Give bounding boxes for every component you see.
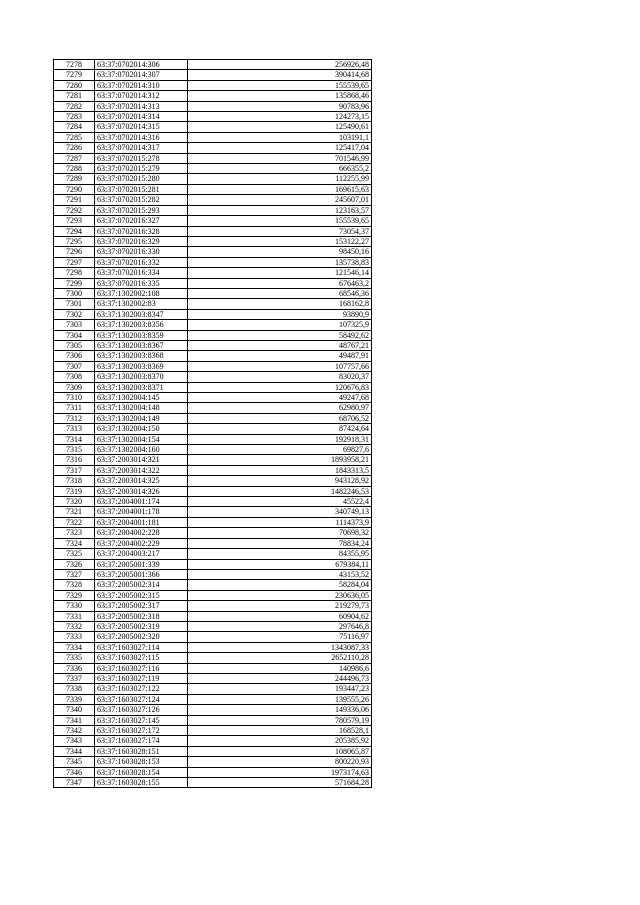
row-number: 7327 — [54, 569, 95, 579]
table-row — [54, 559, 372, 569]
table-row — [54, 268, 372, 278]
row-number: 7330 — [54, 601, 95, 611]
cadastral-value: 98450,16 — [188, 247, 372, 257]
cadastral-number: 63:37:2004002:229 — [95, 538, 188, 548]
cadastral-value: 168528,1 — [188, 726, 372, 736]
cadastral-value: 155539,65 — [188, 80, 372, 90]
table-row — [54, 351, 372, 361]
row-number: 7314 — [54, 434, 95, 444]
cadastral-value: 155539,65 — [188, 216, 372, 226]
table-row — [54, 653, 372, 663]
table-row — [54, 642, 372, 652]
table-row — [54, 143, 372, 153]
cadastral-number: 63:37:1302004:148 — [95, 403, 188, 413]
cadastral-value: 139555,26 — [188, 694, 372, 704]
table-row — [54, 361, 372, 371]
row-number: 7345 — [54, 757, 95, 767]
table-row — [54, 590, 372, 600]
row-number: 7337 — [54, 673, 95, 683]
cadastral-value: 123163,57 — [188, 205, 372, 215]
table-row — [54, 569, 372, 579]
cadastral-number: 63:37:1302004:149 — [95, 413, 188, 423]
cadastral-number: 63:37:2003014:325 — [95, 476, 188, 486]
cadastral-number: 63:37:1302004:150 — [95, 424, 188, 434]
row-number: 7288 — [54, 164, 95, 174]
table-body — [54, 60, 372, 788]
cadastral-number: 63:37:0702014:307 — [95, 70, 188, 80]
cadastral-number: 63:37:2005002:318 — [95, 611, 188, 621]
cadastral-number: 63:37:0702015:278 — [95, 153, 188, 163]
cadastral-value: 121546,14 — [188, 268, 372, 278]
row-number: 7320 — [54, 497, 95, 507]
table-row — [54, 372, 372, 382]
row-number: 7303 — [54, 320, 95, 330]
cadastral-value: 256926,48 — [188, 60, 372, 70]
cadastral-value: 73054,37 — [188, 226, 372, 236]
cadastral-number: 63:37:0702014:314 — [95, 112, 188, 122]
cadastral-value: 60904,62 — [188, 611, 372, 621]
cadastral-number: 63:37:1603028:153 — [95, 757, 188, 767]
cadastral-number: 63:37:1302003:8359 — [95, 330, 188, 340]
cadastral-number: 63:37:1302003:8368 — [95, 351, 188, 361]
table-row — [54, 517, 372, 527]
table-row — [54, 767, 372, 777]
cadastral-value: 340749,13 — [188, 507, 372, 517]
table-row — [54, 205, 372, 215]
table-row — [54, 309, 372, 319]
cadastral-number: 63:37:1302004:154 — [95, 434, 188, 444]
table-row — [54, 122, 372, 132]
cadastral-value: 1114373,9 — [188, 517, 372, 527]
cadastral-number: 63:37:0702014:317 — [95, 143, 188, 153]
table-row — [54, 632, 372, 642]
cadastral-number: 63:37:2005002:315 — [95, 590, 188, 600]
cadastral-value: 800220,93 — [188, 757, 372, 767]
row-number: 7290 — [54, 184, 95, 194]
row-number: 7285 — [54, 132, 95, 142]
cadastral-value: 125417,04 — [188, 143, 372, 153]
cadastral-number: 63:37:0702016:328 — [95, 226, 188, 236]
cadastral-value: 112255,99 — [188, 174, 372, 184]
cadastral-number: 63:37:0702016:329 — [95, 236, 188, 246]
cadastral-number: 63:37:0702016:327 — [95, 216, 188, 226]
row-number: 7298 — [54, 268, 95, 278]
row-number: 7310 — [54, 393, 95, 403]
cadastral-value: 1482246,53 — [188, 486, 372, 496]
row-number: 7322 — [54, 517, 95, 527]
cadastral-number: 63:37:2003014:321 — [95, 455, 188, 465]
row-number: 7305 — [54, 340, 95, 350]
cadastral-value: 45522,4 — [188, 497, 372, 507]
cadastral-value: 103191,1 — [188, 132, 372, 142]
table-row — [54, 247, 372, 257]
cadastral-value: 153122,27 — [188, 236, 372, 246]
cadastral-value: 49247,68 — [188, 393, 372, 403]
cadastral-number: 63:37:2004002:228 — [95, 528, 188, 538]
table-row — [54, 445, 372, 455]
cadastral-value-table — [53, 59, 372, 788]
cadastral-value: 701546,99 — [188, 153, 372, 163]
cadastral-number: 63:37:0702016:332 — [95, 257, 188, 267]
cadastral-value: 70698,32 — [188, 528, 372, 538]
row-number: 7333 — [54, 632, 95, 642]
cadastral-value: 1893958,21 — [188, 455, 372, 465]
cadastral-number: 63:37:1603027:119 — [95, 673, 188, 683]
row-number: 7300 — [54, 288, 95, 298]
row-number: 7293 — [54, 216, 95, 226]
row-number: 7343 — [54, 736, 95, 746]
table-row — [54, 330, 372, 340]
cadastral-value: 75116,97 — [188, 632, 372, 642]
cadastral-value: 2652110,28 — [188, 653, 372, 663]
row-number: 7291 — [54, 195, 95, 205]
cadastral-value: 90783,96 — [188, 101, 372, 111]
table-row — [54, 736, 372, 746]
cadastral-value: 78834,24 — [188, 538, 372, 548]
row-number: 7318 — [54, 476, 95, 486]
table-row — [54, 382, 372, 392]
row-number: 7279 — [54, 70, 95, 80]
cadastral-number: 63:37:1302004:160 — [95, 445, 188, 455]
table-row — [54, 257, 372, 267]
row-number: 7325 — [54, 549, 95, 559]
cadastral-number: 63:37:0702016:335 — [95, 278, 188, 288]
cadastral-number: 63:37:2003014:326 — [95, 486, 188, 496]
row-number: 7304 — [54, 330, 95, 340]
table-row — [54, 320, 372, 330]
table-row — [54, 528, 372, 538]
row-number: 7282 — [54, 101, 95, 111]
table-row — [54, 288, 372, 298]
row-number: 7335 — [54, 653, 95, 663]
table-row — [54, 538, 372, 548]
cadastral-number: 63:37:0702015:293 — [95, 205, 188, 215]
cadastral-value: 244496,73 — [188, 673, 372, 683]
cadastral-number: 63:37:1302004:145 — [95, 393, 188, 403]
row-number: 7278 — [54, 60, 95, 70]
row-number: 7336 — [54, 663, 95, 673]
table-row — [54, 80, 372, 90]
row-number: 7316 — [54, 455, 95, 465]
table-row — [54, 91, 372, 101]
cadastral-number: 63:37:2005002:319 — [95, 621, 188, 631]
cadastral-number: 63:37:1302002:108 — [95, 288, 188, 298]
cadastral-value: 140986,6 — [188, 663, 372, 673]
cadastral-value: 205385,92 — [188, 736, 372, 746]
table-row — [54, 195, 372, 205]
cadastral-number: 63:37:1302003:8367 — [95, 340, 188, 350]
cadastral-value: 84355,95 — [188, 549, 372, 559]
cadastral-value: 1973174,63 — [188, 767, 372, 777]
cadastral-value: 68546,36 — [188, 288, 372, 298]
table-row — [54, 621, 372, 631]
cadastral-number: 63:37:1603027:174 — [95, 736, 188, 746]
table-row — [54, 455, 372, 465]
table-row — [54, 580, 372, 590]
cadastral-value: 943128,92 — [188, 476, 372, 486]
cadastral-value: 107325,9 — [188, 320, 372, 330]
table-row — [54, 174, 372, 184]
cadastral-number: 63:37:0702014:312 — [95, 91, 188, 101]
cadastral-number: 63:37:1603028:151 — [95, 746, 188, 756]
row-number: 7306 — [54, 351, 95, 361]
cadastral-number: 63:37:0702016:330 — [95, 247, 188, 257]
cadastral-value: 149336,06 — [188, 705, 372, 715]
cadastral-value: 780579,19 — [188, 715, 372, 725]
cadastral-value: 666355,2 — [188, 164, 372, 174]
cadastral-number: 63:37:1603027:172 — [95, 726, 188, 736]
row-number: 7341 — [54, 715, 95, 725]
cadastral-value: 107757,66 — [188, 361, 372, 371]
row-number: 7307 — [54, 361, 95, 371]
cadastral-value: 1843313,5 — [188, 465, 372, 475]
row-number: 7317 — [54, 465, 95, 475]
table-row — [54, 663, 372, 673]
row-number: 7296 — [54, 247, 95, 257]
cadastral-value: 230636,05 — [188, 590, 372, 600]
table-row — [54, 70, 372, 80]
cadastral-value: 69827,6 — [188, 445, 372, 455]
row-number: 7297 — [54, 257, 95, 267]
cadastral-value: 192918,31 — [188, 434, 372, 444]
cadastral-number: 63:37:1603028:155 — [95, 778, 188, 788]
cadastral-value: 108065,87 — [188, 746, 372, 756]
cadastral-value: 135868,46 — [188, 91, 372, 101]
cadastral-value: 679384,11 — [188, 559, 372, 569]
table-row — [54, 278, 372, 288]
row-number: 7319 — [54, 486, 95, 496]
cadastral-number: 63:37:2005002:320 — [95, 632, 188, 642]
cadastral-value: 219279,73 — [188, 601, 372, 611]
table-row — [54, 684, 372, 694]
table-row — [54, 726, 372, 736]
row-number: 7312 — [54, 413, 95, 423]
table-row — [54, 393, 372, 403]
row-number: 7292 — [54, 205, 95, 215]
cadastral-value: 83020,37 — [188, 372, 372, 382]
cadastral-number: 63:37:0702014:315 — [95, 122, 188, 132]
row-number: 7342 — [54, 726, 95, 736]
cadastral-number: 63:37:0702014:313 — [95, 101, 188, 111]
row-number: 7324 — [54, 538, 95, 548]
cadastral-number: 63:37:0702014:310 — [95, 80, 188, 90]
row-number: 7313 — [54, 424, 95, 434]
table-row — [54, 164, 372, 174]
row-number: 7340 — [54, 705, 95, 715]
table-row — [54, 507, 372, 517]
table-row — [54, 476, 372, 486]
cadastral-value: 125490,61 — [188, 122, 372, 132]
cadastral-number: 63:37:2004001:178 — [95, 507, 188, 517]
cadastral-value: 93890,9 — [188, 309, 372, 319]
table-row — [54, 694, 372, 704]
row-number: 7284 — [54, 122, 95, 132]
cadastral-number: 63:37:2003014:322 — [95, 465, 188, 475]
row-number: 7331 — [54, 611, 95, 621]
table-row — [54, 549, 372, 559]
row-number: 7332 — [54, 621, 95, 631]
row-number: 7294 — [54, 226, 95, 236]
cadastral-number: 63:37:2005002:317 — [95, 601, 188, 611]
table-row — [54, 601, 372, 611]
table-row — [54, 132, 372, 142]
cadastral-number: 63:37:2005002:314 — [95, 580, 188, 590]
row-number: 7309 — [54, 382, 95, 392]
table-row — [54, 757, 372, 767]
cadastral-number: 63:37:0702015:282 — [95, 195, 188, 205]
row-number: 7311 — [54, 403, 95, 413]
row-number: 7339 — [54, 694, 95, 704]
row-number: 7326 — [54, 559, 95, 569]
row-number: 7289 — [54, 174, 95, 184]
cadastral-number: 63:37:2004001:174 — [95, 497, 188, 507]
cadastral-number: 63:37:2004001:181 — [95, 517, 188, 527]
cadastral-value: 168162,8 — [188, 299, 372, 309]
table-row — [54, 101, 372, 111]
row-number: 7308 — [54, 372, 95, 382]
cadastral-number: 63:37:1603027:126 — [95, 705, 188, 715]
cadastral-value: 390414,68 — [188, 70, 372, 80]
cadastral-number: 63:37:1302003:8370 — [95, 372, 188, 382]
cadastral-number: 63:37:1302003:8369 — [95, 361, 188, 371]
cadastral-number: 63:37:0702015:281 — [95, 184, 188, 194]
cadastral-number: 63:37:1603027:115 — [95, 653, 188, 663]
row-number: 7328 — [54, 580, 95, 590]
cadastral-number: 63:37:1603028:154 — [95, 767, 188, 777]
cadastral-value: 676463,2 — [188, 278, 372, 288]
table-row — [54, 299, 372, 309]
row-number: 7302 — [54, 309, 95, 319]
row-number: 7315 — [54, 445, 95, 455]
table-row — [54, 705, 372, 715]
table-row — [54, 778, 372, 788]
table-row — [54, 226, 372, 236]
row-number: 7321 — [54, 507, 95, 517]
cadastral-number: 63:37:0702014:306 — [95, 60, 188, 70]
table-row — [54, 153, 372, 163]
row-number: 7334 — [54, 642, 95, 652]
row-number: 7347 — [54, 778, 95, 788]
row-number: 7283 — [54, 112, 95, 122]
cadastral-value: 571684,28 — [188, 778, 372, 788]
cadastral-value: 62980,97 — [188, 403, 372, 413]
table-row — [54, 434, 372, 444]
table-row — [54, 715, 372, 725]
table-row — [54, 486, 372, 496]
cadastral-number: 63:37:1603027:116 — [95, 663, 188, 673]
cadastral-value: 58492,62 — [188, 330, 372, 340]
cadastral-number: 63:37:1302003:8347 — [95, 309, 188, 319]
cadastral-value: 58284,04 — [188, 580, 372, 590]
row-number: 7299 — [54, 278, 95, 288]
table-row — [54, 413, 372, 423]
table-row — [54, 60, 372, 70]
table-row — [54, 746, 372, 756]
table-row — [54, 673, 372, 683]
row-number: 7329 — [54, 590, 95, 600]
cadastral-number: 63:37:1302003:8356 — [95, 320, 188, 330]
cadastral-number: 63:37:0702014:316 — [95, 132, 188, 142]
cadastral-number: 63:37:1603027:122 — [95, 684, 188, 694]
cadastral-number: 63:37:1302003:8371 — [95, 382, 188, 392]
cadastral-value: 169615,63 — [188, 184, 372, 194]
cadastral-value: 1343087,33 — [188, 642, 372, 652]
cadastral-value: 193447,23 — [188, 684, 372, 694]
cadastral-value: 48767,21 — [188, 340, 372, 350]
row-number: 7287 — [54, 153, 95, 163]
row-number: 7295 — [54, 236, 95, 246]
cadastral-number: 63:37:2005001:339 — [95, 559, 188, 569]
row-number: 7323 — [54, 528, 95, 538]
cadastral-number: 63:37:0702015:279 — [95, 164, 188, 174]
cadastral-value: 245607,01 — [188, 195, 372, 205]
cadastral-value: 87424,64 — [188, 424, 372, 434]
table-row — [54, 497, 372, 507]
cadastral-number: 63:37:1603027:124 — [95, 694, 188, 704]
cadastral-number: 63:37:2004003:217 — [95, 549, 188, 559]
cadastral-number: 63:37:1302002:83 — [95, 299, 188, 309]
cadastral-number: 63:37:0702015:280 — [95, 174, 188, 184]
cadastral-value: 43153,52 — [188, 569, 372, 579]
table-row — [54, 184, 372, 194]
cadastral-value: 124273,15 — [188, 112, 372, 122]
cadastral-number: 63:37:2005001:366 — [95, 569, 188, 579]
row-number: 7344 — [54, 746, 95, 756]
row-number: 7281 — [54, 91, 95, 101]
table-row — [54, 403, 372, 413]
cadastral-value: 68706,52 — [188, 413, 372, 423]
table-row — [54, 236, 372, 246]
table-row — [54, 611, 372, 621]
table-row — [54, 424, 372, 434]
row-number: 7280 — [54, 80, 95, 90]
table-row — [54, 340, 372, 350]
row-number: 7286 — [54, 143, 95, 153]
cadastral-number: 63:37:1603027:114 — [95, 642, 188, 652]
row-number: 7338 — [54, 684, 95, 694]
cadastral-value: 120676,83 — [188, 382, 372, 392]
row-number: 7346 — [54, 767, 95, 777]
cadastral-number: 63:37:1603027:145 — [95, 715, 188, 725]
cadastral-value: 135738,83 — [188, 257, 372, 267]
cadastral-value: 49487,91 — [188, 351, 372, 361]
table-row — [54, 112, 372, 122]
cadastral-value: 297646,8 — [188, 621, 372, 631]
table-row — [54, 216, 372, 226]
table-row — [54, 465, 372, 475]
row-number: 7301 — [54, 299, 95, 309]
cadastral-number: 63:37:0702016:334 — [95, 268, 188, 278]
